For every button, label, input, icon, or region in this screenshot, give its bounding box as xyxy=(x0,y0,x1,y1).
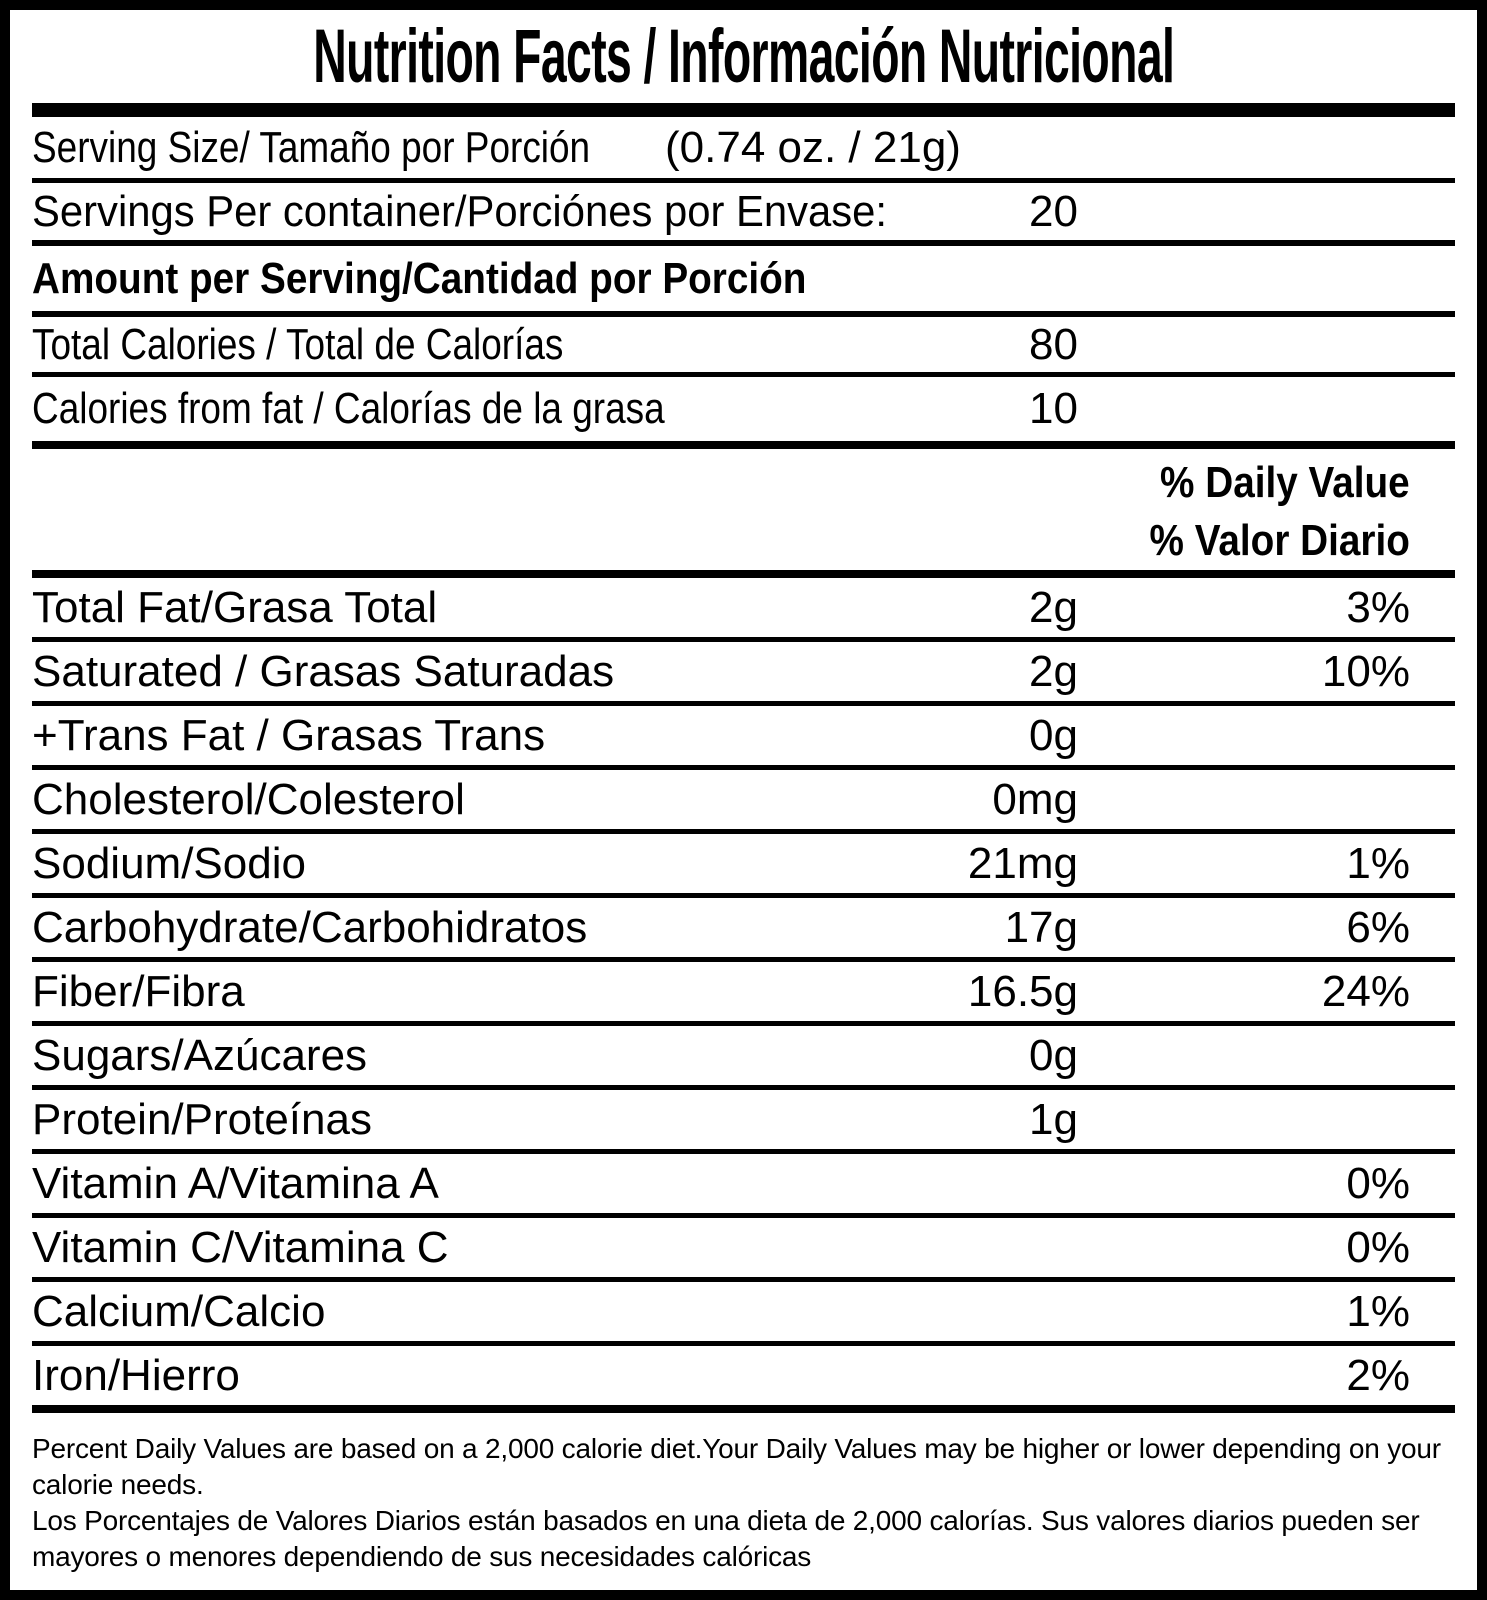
row-saturated-fat xyxy=(32,642,1455,706)
row-total-fat xyxy=(32,578,1455,642)
label-header xyxy=(32,10,1455,103)
nutrient-dv: 10% xyxy=(1321,646,1410,696)
nutrient-label: Total Fat/Grasa Total xyxy=(32,582,438,632)
row-iron xyxy=(32,1346,1455,1413)
nutrient-amount: 16.5g xyxy=(967,966,1078,1016)
row-calories-from-fat xyxy=(32,377,1455,449)
nutrient-label: Protein/Proteínas xyxy=(32,1094,372,1144)
amount-per-serving-header: Amount per Serving/Cantidad por Porción xyxy=(32,253,807,303)
nutrient-amount: 2g xyxy=(1029,582,1078,632)
nutrient-dv: 0% xyxy=(1346,1158,1410,1208)
servings-per-container-value: 20 xyxy=(1029,186,1078,236)
nutrient-amount: 21mg xyxy=(967,838,1078,888)
footnote-block xyxy=(32,1413,1455,1575)
nutrient-label: Sugars/Azúcares xyxy=(32,1030,368,1080)
nutrient-dv: 1% xyxy=(1346,1286,1410,1336)
nutrient-amount: 0g xyxy=(1029,1030,1078,1080)
nutrient-dv: 0% xyxy=(1346,1222,1410,1272)
nutrient-label: Carbohydrate/Carbohidratos xyxy=(32,902,588,952)
nutrient-label: Cholesterol/Colesterol xyxy=(32,774,465,824)
nutrient-label: Calcium/Calcio xyxy=(32,1286,326,1336)
row-cholesterol xyxy=(32,770,1455,834)
daily-value-header-en: % Daily Value xyxy=(1160,458,1410,507)
nutrient-amount: 17g xyxy=(1004,902,1078,952)
calories-from-fat-label: Calories from fat / Calorías de la grasa xyxy=(32,384,665,433)
total-calories-value: 80 xyxy=(1029,319,1078,369)
calories-from-fat-value: 10 xyxy=(1029,384,1078,433)
footnote-english: Percent Daily Values are based on a 2,000 calorie diet.Your Daily Values may be higher or lower depending on your calorie needs. xyxy=(32,1433,1441,1500)
row-serving-size xyxy=(32,117,1455,183)
nutrient-amount: 0g xyxy=(1029,710,1078,760)
serving-size-value: (0.74 oz. / 21g) xyxy=(665,122,961,172)
row-protein xyxy=(32,1090,1455,1154)
row-calcium xyxy=(32,1282,1455,1346)
row-fiber xyxy=(32,962,1455,1026)
serving-size-label: Serving Size/ Tamaño por Porción xyxy=(32,122,591,172)
nutrient-label: Vitamin A/Vitamina A xyxy=(32,1158,439,1208)
nutrient-amount: 0mg xyxy=(992,774,1078,824)
nutrient-label: Sodium/Sodio xyxy=(32,838,306,888)
nutrient-label: Saturated / Grasas Saturadas xyxy=(32,646,615,696)
nutrient-label: Vitamin C/Vitamina C xyxy=(32,1222,449,1272)
row-amount-per-serving-header xyxy=(32,246,1455,317)
daily-value-header-es: % Valor Diario xyxy=(1149,516,1410,565)
nutrient-label: Iron/Hierro xyxy=(32,1350,240,1400)
title-divider-bar xyxy=(32,103,1455,117)
row-trans-fat xyxy=(32,706,1455,770)
nutrient-label: Fiber/Fibra xyxy=(32,966,245,1016)
nutrient-dv: 24% xyxy=(1321,966,1410,1016)
total-calories-label: Total Calories / Total de Calorías xyxy=(32,319,564,369)
nutrient-dv: 6% xyxy=(1346,902,1410,952)
row-sugars xyxy=(32,1026,1455,1090)
row-vitamin-a xyxy=(32,1154,1455,1218)
daily-value-header-block xyxy=(32,449,1455,578)
servings-per-container-label: Servings Per container/Porciónes por Envase: xyxy=(32,186,888,236)
row-sodium xyxy=(32,834,1455,898)
nutrient-label: +Trans Fat / Grasas Trans xyxy=(32,710,546,760)
row-servings-per-container xyxy=(32,183,1455,246)
row-total-calories xyxy=(32,317,1455,377)
footnote-spanish: Los Porcentajes de Valores Diarios están basados en una dieta de 2,000 calorías. Sus valores diarios pueden ser mayores o menores dependiendo de sus necesidades calóricas xyxy=(32,1505,1420,1572)
nutrient-amount: 2g xyxy=(1029,646,1078,696)
nutrient-dv: 2% xyxy=(1346,1350,1410,1400)
nutrient-dv: 1% xyxy=(1346,838,1410,888)
row-carbohydrate xyxy=(32,898,1455,962)
row-vitamin-c xyxy=(32,1218,1455,1282)
nutrient-amount: 1g xyxy=(1029,1094,1078,1144)
label-title: Nutrition Facts / Información Nutricional xyxy=(312,14,1175,99)
nutrient-dv: 3% xyxy=(1346,582,1410,632)
